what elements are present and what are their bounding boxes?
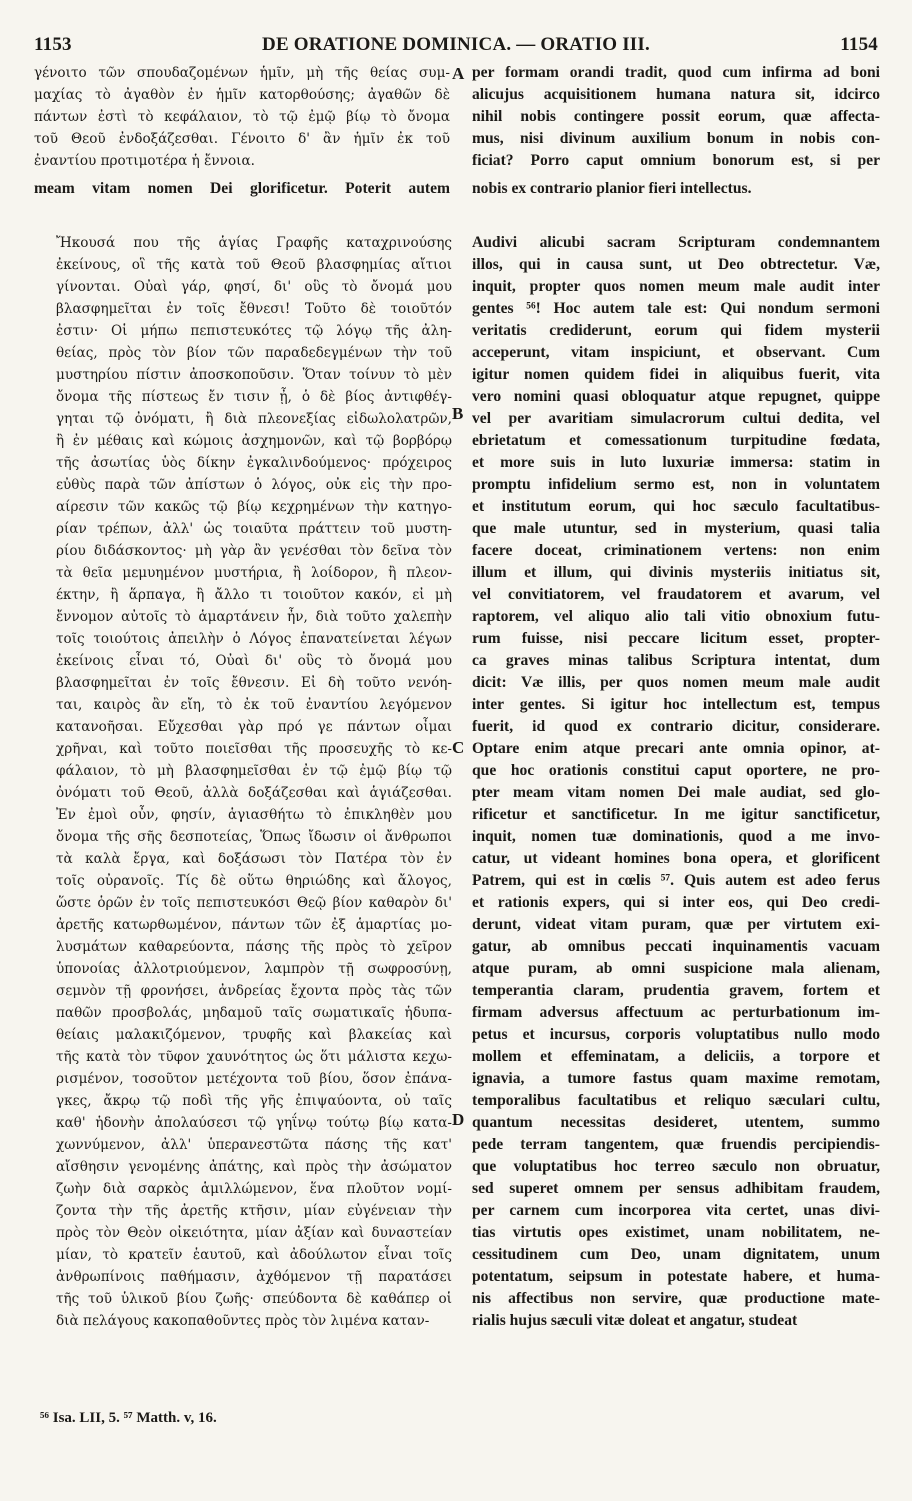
greek-line: ὑπονοίας ἀλλοτριούμενον, λαμπρὸν τῇ σωφροσύνῃ, [56,961,452,977]
greek-line: ρίου διδάσκοντος· μὴ γὰρ ἂν γενέσθαι τὸν δεῖνα τὸν [56,543,452,559]
greek-line: θείαις μαλακιζόμενον, τρυφῆς καὶ βλακείας καὶ [56,1027,452,1043]
latin-line: vel per avaritiam simulacrorum cultui dedita, vel [472,410,880,427]
greek-column-top [34,62,450,172]
running-title: DE ORATIONE DOMINICA. — ORATIO III. [262,34,650,55]
greek-line: βλασφημεῖται ἐν τοῖς ἔθνεσι! Τοῦτο δὲ τοιοῦτόν [56,301,452,317]
latin-line: nihil nobis contingere possit eorum, quæ affecta- [472,108,880,125]
footnotes: ⁵⁶ Isa. LII, 5. ⁵⁷ Matth. v, 16. [40,1410,217,1426]
latin-line: per formam orandi tradit, quod cum infirma ad boni [472,64,880,81]
greek-line: λυσμάτων καθαρεύοντα, πάσης τῆς πρὸς τὸ χεῖρον [56,939,452,955]
greek-line: γηται τῷ ὀνόματι, ἢ διὰ πλεονεξίας εἰδωλολατρῶν, [56,411,452,427]
latin-line: rialis hujus sæculi vitæ doleat et angatur, studeat [472,1312,798,1329]
latin-line: atque puram, ab omni suspicione mala alienam, [472,960,880,977]
latin-line: raptorem, vel aliquo alio tali vitio obnoxium futu- [472,608,880,625]
latin-line: firmam adversus affectuum ac perturbationum im- [472,1004,880,1021]
latin-line: gatur, ab omnibus peccati inquinamentis vacuam [472,938,880,955]
page-number-left: 1153 [34,34,72,55]
greek-line: ὀνόματι τοῦ Θεοῦ, ἀλλὰ δοξάζεσθαι καὶ ἁγιάζεσθαι. [56,785,452,801]
greek-line: τὰ καλὰ ἔργα, καὶ δοξάσωσι τὸν Πατέρα τὸν ἐν [56,851,452,867]
margin-marker-c: C [452,738,465,757]
greek-line: ἢ ἐν μέθαις καὶ κώμοις ἀσχημονῶν, καὶ τῷ βορβόρῳ [56,433,452,449]
greek-line: παθῶν προσβολάς, μηδαμοῦ ταῖς σωματικαῖς ἡδυπα- [56,1005,452,1021]
latin-line: vel convitiatorem, vel fraudatorem et avarum, vel [472,586,880,603]
latin-line: ca graves minas talibus Scriptura intentat, dum [472,652,880,669]
latin-line: rum fuisse, nisi peccare licitum esset, propter- [472,630,880,647]
latin-line: Optare enim atque precari ante omnia opinor, at- [472,740,880,757]
latin-line: pede terram tangentem, quæ fruendis percipiendis- [472,1136,880,1153]
greek-line: ὥστε ὁρῶν ἐν τοῖς πεπιστευκόσι Θεῷ βίον καθαρὸν δι' [56,895,452,911]
page-header [34,34,878,60]
latin-line: derunt, videat vitam puram, quæ per virtutem exi- [472,916,880,933]
greek-line: τῆς τοῦ ὑλικοῦ βίου ζωῆς· σπεύδοντα δὲ καθάπερ οἱ [56,1291,452,1307]
latin-line: inter gentes. Si igitur hoc intellectum est, tempus [472,696,880,713]
greek-line: καθ' ἡδονὴν ἀπολαύσεσι τῷ γηΐνῳ τούτῳ βίῳ κατα- [56,1115,452,1131]
latin-line: rificetur et sanctificetur. In me igitur sanctificetur, [472,806,880,823]
latin-line: quantum necessitas desideret, utentem, summo [472,1114,880,1131]
greek-line: ὄνομα τῆς πίστεως ἔν τισιν ᾖ, ὁ δὲ βίος ἀντιφθέγ- [56,389,452,405]
latin-line: Audivi alicubi sacram Scripturam condemnantem [472,234,880,251]
greek-line: γίνονται. Οὐαὶ γάρ, φησί, δι' οὓς τὸ ὄνομά μου [56,279,452,295]
margin-marker-a: A [452,64,465,83]
latin-line: petus et incursus, corporis voluptatibus nullo modo [472,1026,880,1043]
latin-line: dicit: Væ illis, per quos nomen meum male audit [472,674,880,691]
greek-line: πάντων ἐστὶ τὸ κεφάλαιον, τὸ τῷ ἐμῷ βίῳ τὸ ὄνομα [34,109,450,125]
greek-line: ὄνομα τῆς σῆς δεσποτείας, Ὅπως ἴδωσιν οἱ ἄνθρωποι [56,829,452,845]
greek-line: γένοιτο τῶν σπουδαζομένων ἡμῖν, μὴ τῆς θείας συμ- [34,65,450,81]
latin-line: sed superet omnem per sensus adhibitam fraudem, [472,1180,880,1197]
greek-line: ἐστιν· Οἱ μήπω πεπιστευκότες τῷ λόγῳ τῆς ἀλη- [56,323,452,339]
latin-line: inquit, propter quos nomen meum male audit inter [472,278,880,295]
latin-column-main [472,232,880,1332]
latin-line: acceperunt, vitam inspiciunt, et observant. Cum [472,344,880,361]
greek-line: κατανοῆσαι. Εὔχεσθαι γὰρ πρό γε πάντων οἶμαι [56,719,452,735]
latin-line: que male utuntur, sed in mysterium, quasi talia [472,520,880,537]
greek-column-main [56,232,452,1332]
greek-line: βλασφημεῖται ἐν τοῖς ἔθνεσιν. Εἰ δὴ τοῦτο νενόη- [56,675,452,691]
latin-line: promptu infidelium sermo est, non in voluntatem [472,476,880,493]
latin-column-top [472,62,880,172]
latin-line: cessitudinem cum Deo, unam dignitatem, unum [472,1246,880,1263]
latin-line: vero nomini quasi obloquatur atque repugnet, quippe [472,388,880,405]
greek-line: τῆς ἀσωτίας ὑὸς δίκην ἐγκαλινδούμενος· πρόχειρος [56,455,452,471]
greek-line: έκτην, ἢ ἅρπαγα, ἢ ἄλλο τι τοιοῦτον κακόν, εἰ μὴ [56,587,452,603]
greek-line: τοῖς τοιούτοις ἀπειλὴν ὁ Λόγος ἐπανατείνεται λέγων [56,631,452,647]
latin-line: et institutum eorum, qui hoc sæculo facultatibus- [472,498,880,515]
latin-line: potentatum, seipsum in potestate habere, et huma- [472,1268,880,1285]
greek-line: χρῆναι, καὶ τοῦτο ποιεῖσθαι τῆς προσευχῆς τὸ κε- [56,741,452,757]
latin-line: que voluptatibus hoc terreo sæculo non obruatur, [472,1158,880,1175]
bridge-line [34,178,880,200]
greek-line: χωννύμενον, ἀλλ' ὑπερανεστῶτα πάσης τῆς κατ' [56,1137,452,1153]
greek-line: τῆς κατὰ τὸν τῦφον χαυνότητος ὡς ὅτι μάλιστα κεχω- [56,1049,452,1065]
greek-line: ἀνθρωπίνοις παθήμασιν, ἀχθόμενον τῇ παρατάσει [56,1269,452,1285]
greek-line: φάλαιον, τὸ μὴ βλασφημεῖσθαι ἐν τῷ ἐμῷ βίῳ τῷ [56,763,452,779]
greek-line: διὰ πελάγους κακοπαθοῦντες πρὸς τὸν λιμένα καταν- [56,1313,430,1329]
latin-line: illum et illum, qui divinis mysteriis initiatus sit, [472,564,880,581]
latin-line: igitur nomen quidem fidei in aliquibus fuerit, vita [472,366,880,383]
bridge-line-right: nobis ex contrario planior fieri intellectus. [472,180,752,197]
margin-marker-b: B [452,404,464,423]
latin-line: ignavia, a tumore fastus quam maxime remotam, [472,1070,880,1087]
greek-line: ζωὴν διὰ σαρκὸς ἁμιλλώμενον, ἕνα πλοῦτον νομί- [56,1181,452,1197]
latin-line: ebrietatum et comessationum turpitudine fœdata, [472,432,880,449]
greek-line: εὐθὺς παρὰ τῶν ἀπίστων ὁ λόγος, οὐκ εἰς τὴν προ- [56,477,452,493]
greek-line: τοῖς οὐρανοῖς. Τίς δὲ οὕτω θηριώδης καὶ ἄλογος, [56,873,452,889]
greek-line: ἔννομον αὐτοῖς τὸ ἁμαρτάνειν ἦν, διὰ τοῦτο χαλεπὴν [56,609,452,625]
greek-line: μαχίας τὸ ἀγαθὸν ἐν ἡμῖν κατορθούσης; ἀγαθῶν δὲ [34,87,450,103]
greek-line: γκες, ἄκρῳ τῷ ποδὶ τῆς γῆς ἐπιψαύοντα, οὐ ταῖς [56,1093,452,1109]
latin-line: et rationis expers, qui si inter eos, qui Deo credi- [472,894,880,911]
greek-line: ἐκείνους, οἳ τῆς κατὰ τοῦ Θεοῦ βλασφημίας αἴτιοι [56,257,452,273]
greek-line: ἐναντίου προτιμοτέρα ἡ ἔννοια. [34,153,255,169]
greek-line: Ἐν ἐμοὶ οὖν, φησίν, ἁγιασθήτω τὸ ἐπικληθὲν μου [56,807,452,823]
latin-line: temporalibus facultatibus et reliquo sæculari cultu, [472,1092,880,1109]
greek-line: ρισμένον, τοσοῦτον μετέχοντα τοῦ βίου, ὅσον ἐπάνα- [56,1071,452,1087]
latin-line: fuerit, id quod ex contrario dicitur, considerare. [472,718,880,735]
latin-line: alicujus acquisitionem humana natura sit, idcirco [472,86,880,103]
greek-line: ζοντα τὴν τῆς ἀρετῆς κτῆσιν, μίαν εὐγένειαν τὴν [56,1203,452,1219]
greek-line: τοῦ Θεοῦ ἐνδοξάζεσθαι. Γένοιτο δ' ἂν ἡμῖν ἐκ τοῦ [34,131,450,147]
latin-line: facere doceat, criminationem vertens: non enim [472,542,880,559]
latin-line: veritatis crediderunt, eorum qui fidem mysterii [472,322,880,339]
latin-line: temperantia claram, prudentia gravem, fortem et [472,982,880,999]
latin-line: illos, qui in causa sunt, ut Deo obtrectetur. Væ, [472,256,880,273]
greek-line: αίρεσιν τῶν κακῶς τῷ βίῳ κεχρημένων τὴν κατηγο- [56,499,452,515]
greek-line: πρὸς τὸν Θεὸν οἰκειότητα, μίαν ἀξίαν καὶ δυναστείαν [56,1225,452,1241]
latin-line: catur, ut videant homines bona opera, et glorificent [472,850,880,867]
latin-line: inquit, nomen tuæ dominationis, quod a me invo- [472,828,880,845]
latin-line: pter meam vitam nomen Dei male audiat, sed glo- [472,784,880,801]
latin-line: ficiat? Porro caput omnium bonorum est, si per [472,152,880,169]
latin-line: et more suis in luto luxuriæ immersa: statim in [472,454,880,471]
bridge-line-left: meam vitam nomen Dei glorificetur. Poterit autem [34,180,450,197]
greek-line: μυστηρίου πίστιν ἀποσκοποῦσιν. Ὅταν τοίνυν τὸ μὲν [56,367,452,383]
greek-line: αἴσθησιν γενομένης ἀπάτης, καὶ πρὸς τὴν ἀσώματον [56,1159,452,1175]
margin-marker-d: D [452,1110,465,1129]
greek-line: σεμνὸν τῇ φρονήσει, ἀνδρείας ἔχοντα πρὸς τὰς τῶν [56,983,452,999]
latin-line: gentes ⁵⁶! Hoc autem tale est: Qui nondum sermoni [472,300,880,317]
latin-line: tias virtutis opes existimet, unam nobilitatem, ne- [472,1224,880,1241]
page-number-right: 1154 [840,34,878,55]
latin-line: nis affectibus non servire, quæ productione mate- [472,1290,880,1307]
greek-line: ρίαν τρέπων, ἀλλ' ὡς τοιαῦτα πράττειν τοῦ μυστη- [56,521,452,537]
latin-line: mollem et effeminatam, a deliciis, a torpore et [472,1048,880,1065]
greek-line: μίαν, τὸ κρατεῖν ἑαυτοῦ, καὶ ἀδούλωτον εἶναι τοῖς [56,1247,452,1263]
latin-line: Patrem, qui est in cœlis ⁵⁷. Quis autem est adeo ferus [472,872,880,889]
greek-line: ται, καιρὸς ἂν εἴη, τὸ ἐκ τοῦ ἐναντίου λεγόμενον [56,697,452,713]
greek-line: ἐκείνοις εἶναι τό, Οὐαὶ δι' οὓς τὸ ὄνομά μου [56,653,452,669]
latin-line: per carnem cum incorporea vita certet, unas divi- [472,1202,880,1219]
greek-line: τὰ θεῖα μεμυημένον μυστήρια, ἢ λοίδορον, ἢ πλεον- [56,565,452,581]
greek-line: ἀρετῆς κατωρθωμένον, πάντων τῶν ἐξ ἁμαρτίας μο- [56,917,452,933]
latin-line: mus, nisi divinum auxilium bonum in nobis con- [472,130,880,147]
latin-line: que hoc orationis constitui caput oportere, ne pro- [472,762,880,779]
greek-line: Ἤκουσά που τῆς ἁγίας Γραφῆς καταχρινούσης [56,235,452,251]
greek-line: θείας, πρὸς τὸν βίον τῶν παραδεδεγμένων τὴν τοῦ [56,345,452,361]
